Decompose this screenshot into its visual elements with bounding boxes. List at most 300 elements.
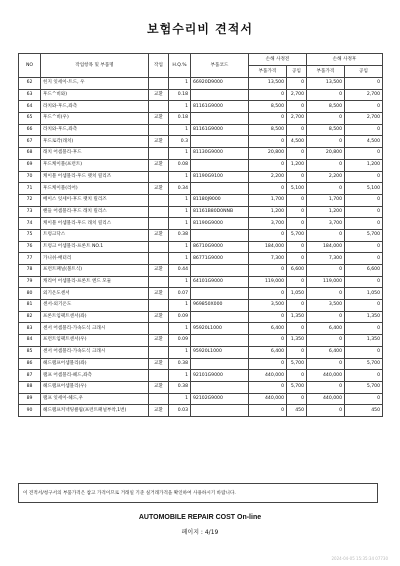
cell-part-code — [191, 159, 249, 171]
cell-part-name: 베이스 잇세이-후드 랫치 릴리즈 — [41, 194, 149, 206]
cell-part-code: 81161B80D0NNB — [191, 206, 249, 218]
cell-price-before: 184,000 — [249, 241, 287, 253]
cell-price-before: 6,400 — [249, 323, 287, 335]
cell-hq: 0.08 — [169, 159, 191, 171]
cell-labor-after: 0 — [345, 194, 383, 206]
cell-labor-after: 0 — [345, 346, 383, 358]
cell-work — [149, 300, 169, 312]
cell-part-code — [191, 288, 249, 300]
cell-part-name: 래치 어셈블리-후드 — [41, 148, 149, 160]
header-labor-after: 공임 — [345, 66, 383, 78]
cell-part-name: 핸들 어셈블리-후드 래치 릴리스 — [41, 206, 149, 218]
cell-labor-before: 0 — [287, 346, 307, 358]
cell-work: 교환 — [149, 381, 169, 393]
cell-work — [149, 241, 169, 253]
table-row — [19, 229, 383, 241]
cell-labor-before: 1,050 — [287, 288, 307, 300]
cell-no: 77 — [19, 253, 41, 265]
document-title: 보험수리비 견적서 — [147, 22, 253, 36]
table-body — [19, 78, 383, 417]
cell-work — [149, 78, 169, 90]
cell-part-code: 81190G9000 — [191, 218, 249, 230]
cell-labor-before: 0 — [287, 370, 307, 382]
table-row — [19, 218, 383, 230]
cell-hq: 1 — [169, 276, 191, 288]
cell-hq: 1 — [169, 393, 191, 405]
cell-part-code: 81130G9000 — [191, 148, 249, 160]
header-labor-before: 공임 — [287, 66, 307, 78]
cell-part-code: 92101G9000 — [191, 370, 249, 382]
cell-labor-after: 5,700 — [345, 358, 383, 370]
cell-hq: 0.18 — [169, 113, 191, 125]
header-name: 작업항목 및 부품명 — [41, 54, 149, 78]
cell-labor-after: 6,600 — [345, 265, 383, 277]
cell-price-after: 6,400 — [307, 346, 345, 358]
cell-price-before: 0 — [249, 358, 287, 370]
cell-labor-after: 5,100 — [345, 183, 383, 195]
cell-labor-before: 0 — [287, 206, 307, 218]
cell-no: 72 — [19, 194, 41, 206]
cell-labor-after: 0 — [345, 276, 383, 288]
print-timestamp: 2024-04-05 15:35:34 07730 — [331, 556, 388, 561]
cell-no: 64 — [19, 101, 41, 113]
cell-no: 79 — [19, 276, 41, 288]
cell-work — [149, 124, 169, 136]
cell-work — [149, 218, 169, 230]
cell-price-before: 3,700 — [249, 218, 287, 230]
cell-work — [149, 393, 169, 405]
header-price-after: 부품가격 — [307, 66, 345, 78]
cell-work: 교환 — [149, 229, 169, 241]
cell-work: 교환 — [149, 358, 169, 370]
cell-part-name: 케이블 어셈블리-후드 랫치 릴리즈 — [41, 171, 149, 183]
page-number: 페이지 : 4/19 — [181, 529, 219, 536]
cell-hq: 1 — [169, 78, 191, 90]
cell-labor-before: 5,700 — [287, 381, 307, 393]
table-row — [19, 265, 383, 277]
cell-part-name: 외기온도센서 — [41, 288, 149, 300]
cell-part-code: 95920L1000 — [191, 346, 249, 358]
cell-no: 63 — [19, 89, 41, 101]
table-row — [19, 183, 383, 195]
header-price-before: 부품가격 — [249, 66, 287, 78]
cell-labor-before: 5,700 — [287, 358, 307, 370]
cell-labor-before: 0 — [287, 253, 307, 265]
cell-part-code — [191, 265, 249, 277]
cell-part-code — [191, 381, 249, 393]
cell-part-code: 81180J9000 — [191, 194, 249, 206]
cell-price-after: 8,500 — [307, 101, 345, 113]
cell-work — [149, 253, 169, 265]
cell-part-name: 헤드램프커넥팅클립(프런트패널부착,1번) — [41, 405, 149, 417]
table-row — [19, 171, 383, 183]
cell-no: 83 — [19, 323, 41, 335]
table-row — [19, 206, 383, 218]
cell-labor-after: 0 — [345, 323, 383, 335]
cell-hq: 0.34 — [169, 183, 191, 195]
table-row — [19, 136, 383, 148]
cell-price-after: 0 — [307, 381, 345, 393]
cell-part-code: 66920D9000 — [191, 78, 249, 90]
cell-price-before: 1,200 — [249, 206, 287, 218]
cell-no: 68 — [19, 148, 41, 160]
cell-price-before: 0 — [249, 288, 287, 300]
cell-no: 67 — [19, 136, 41, 148]
cell-price-before: 0 — [249, 89, 287, 101]
cell-hq: 1 — [169, 323, 191, 335]
cell-price-after: 0 — [307, 335, 345, 347]
cell-price-after: 0 — [307, 229, 345, 241]
cell-labor-before: 450 — [287, 405, 307, 417]
cell-labor-after: 0 — [345, 393, 383, 405]
cell-hq: 1 — [169, 218, 191, 230]
cell-price-before: 6,400 — [249, 346, 287, 358]
cell-price-after: 0 — [307, 288, 345, 300]
table-row — [19, 253, 383, 265]
cell-hq: 0.38 — [169, 381, 191, 393]
cell-labor-after: 5,700 — [345, 381, 383, 393]
cell-no: 62 — [19, 78, 41, 90]
cell-price-after: 6,400 — [307, 323, 345, 335]
cell-price-before: 440,000 — [249, 393, 287, 405]
cell-labor-before: 0 — [287, 300, 307, 312]
cell-work — [149, 276, 169, 288]
cell-work: 교환 — [149, 335, 169, 347]
cell-labor-after: 2,700 — [345, 113, 383, 125]
cell-labor-after: 0 — [345, 124, 383, 136]
cell-part-code — [191, 113, 249, 125]
header-before: 손해 사정전 — [249, 54, 307, 66]
cell-no: 66 — [19, 124, 41, 136]
cell-price-before: 13,500 — [249, 78, 287, 90]
cell-price-after: 0 — [307, 358, 345, 370]
cell-hq: 1 — [169, 148, 191, 160]
cell-part-name: 램프 어셈블리-헤드,좌측 — [41, 370, 149, 382]
cell-part-code: 95920L1000 — [191, 323, 249, 335]
cell-part-code: 81190G9100 — [191, 171, 249, 183]
cell-price-after: 2,200 — [307, 171, 345, 183]
cell-part-name: 센서 어셈블리-가속도식 크래시 — [41, 346, 149, 358]
cell-no: 89 — [19, 393, 41, 405]
cell-labor-after: 0 — [345, 218, 383, 230]
cell-part-code: 969850X000 — [191, 300, 249, 312]
cell-part-name: 헤드램프어셈블리(좌) — [41, 358, 149, 370]
cell-part-code: 86710G9000 — [191, 241, 249, 253]
header-after: 손해 사정후 — [307, 54, 383, 66]
cell-no: 90 — [19, 405, 41, 417]
cell-labor-after: 1,350 — [345, 335, 383, 347]
cell-labor-after: 1,050 — [345, 288, 383, 300]
cell-hq: 1 — [169, 300, 191, 312]
cell-work: 교환 — [149, 265, 169, 277]
cell-work: 교환 — [149, 159, 169, 171]
cell-price-before: 0 — [249, 136, 287, 148]
cell-hq: 0.18 — [169, 89, 191, 101]
cell-work: 교환 — [149, 183, 169, 195]
cell-hq: 0.09 — [169, 311, 191, 323]
cell-part-code: 92102G9000 — [191, 393, 249, 405]
table-row — [19, 241, 383, 253]
cell-no: 85 — [19, 346, 41, 358]
cell-price-before: 1,700 — [249, 194, 287, 206]
cell-price-before: 3,500 — [249, 300, 287, 312]
cell-work — [149, 101, 169, 113]
cell-price-after: 0 — [307, 89, 345, 101]
table-row — [19, 288, 383, 300]
cell-labor-before: 0 — [287, 124, 307, 136]
cell-labor-after: 450 — [345, 405, 383, 417]
cell-part-code — [191, 358, 249, 370]
cell-part-code: 64101G9000 — [191, 276, 249, 288]
cell-work: 교환 — [149, 89, 169, 101]
cell-no: 84 — [19, 335, 41, 347]
cell-price-after: 119,000 — [307, 276, 345, 288]
cell-price-before: 0 — [249, 159, 287, 171]
table-row — [19, 113, 383, 125]
cell-part-code — [191, 89, 249, 101]
cell-part-code: 81161G9000 — [191, 101, 249, 113]
cell-work: 교환 — [149, 288, 169, 300]
cell-part-code — [191, 311, 249, 323]
cell-labor-after: 0 — [345, 253, 383, 265]
cell-price-after: 0 — [307, 183, 345, 195]
cell-price-after: 0 — [307, 136, 345, 148]
cell-part-name: 후드케이블(리어) — [41, 183, 149, 195]
cell-hq: 1 — [169, 370, 191, 382]
cell-price-after: 440,000 — [307, 393, 345, 405]
table-row — [19, 346, 383, 358]
cell-hq: 1 — [169, 241, 191, 253]
header-code: 부품코드 — [191, 54, 249, 78]
cell-work — [149, 370, 169, 382]
cell-price-after: 1,200 — [307, 206, 345, 218]
cell-part-name: 헤드램프어셈블리(우) — [41, 381, 149, 393]
cell-hq: 0.38 — [169, 358, 191, 370]
cell-price-after: 20,800 — [307, 148, 345, 160]
cell-price-before: 0 — [249, 183, 287, 195]
cell-labor-after: 0 — [345, 241, 383, 253]
table-row — [19, 89, 383, 101]
cell-price-after: 440,000 — [307, 370, 345, 382]
cell-labor-before: 0 — [287, 78, 307, 90]
table-row — [19, 405, 383, 417]
cell-work: 교환 — [149, 136, 169, 148]
cell-hq: 1 — [169, 124, 191, 136]
cell-labor-before: 0 — [287, 276, 307, 288]
table-row — [19, 276, 383, 288]
cell-labor-after: 0 — [345, 171, 383, 183]
cell-part-code — [191, 183, 249, 195]
cell-part-name: 캐리어 어셈블리-프론트 엔드 모듈 — [41, 276, 149, 288]
cell-price-before: 0 — [249, 265, 287, 277]
cell-labor-before: 0 — [287, 148, 307, 160]
cell-part-code: 86771G9000 — [191, 253, 249, 265]
cell-labor-before: 1,350 — [287, 335, 307, 347]
table-row — [19, 78, 383, 90]
cell-labor-before: 0 — [287, 241, 307, 253]
cell-no: 65 — [19, 113, 41, 125]
cell-labor-before: 0 — [287, 171, 307, 183]
cell-price-after: 0 — [307, 159, 345, 171]
cell-labor-after: 0 — [345, 78, 383, 90]
cell-labor-after: 0 — [345, 206, 383, 218]
cell-work — [149, 171, 169, 183]
cell-work: 교환 — [149, 405, 169, 417]
cell-part-name: 힌지 잇세이-트드, 우 — [41, 78, 149, 90]
table-row — [19, 381, 383, 393]
table-row — [19, 159, 383, 171]
table-row — [19, 323, 383, 335]
cell-no: 76 — [19, 241, 41, 253]
cell-labor-before: 1,200 — [287, 159, 307, 171]
table-row — [19, 124, 383, 136]
cell-no: 88 — [19, 381, 41, 393]
cell-no: 70 — [19, 171, 41, 183]
cell-work: 교환 — [149, 311, 169, 323]
cell-part-name: 트렁크닥스 — [41, 229, 149, 241]
cell-hq: 1 — [169, 253, 191, 265]
cell-hq: 0.03 — [169, 405, 191, 417]
cell-hq: 1 — [169, 346, 191, 358]
cell-price-after: 0 — [307, 265, 345, 277]
cell-labor-before: 0 — [287, 393, 307, 405]
cell-price-before: 0 — [249, 381, 287, 393]
cell-labor-before: 2,700 — [287, 89, 307, 101]
cell-labor-before: 2,700 — [287, 113, 307, 125]
header-work: 작업 — [149, 54, 169, 78]
cell-labor-before: 5,700 — [287, 229, 307, 241]
cell-price-after: 7,300 — [307, 253, 345, 265]
cell-part-code: 81161G9000 — [191, 124, 249, 136]
cell-no: 75 — [19, 229, 41, 241]
cell-price-before: 0 — [249, 311, 287, 323]
cell-no: 80 — [19, 288, 41, 300]
cell-price-before: 0 — [249, 229, 287, 241]
cell-hq: 0.38 — [169, 229, 191, 241]
cell-hq: 1 — [169, 194, 191, 206]
cell-part-name: 프런트임팩트센서(우) — [41, 335, 149, 347]
cell-price-after: 0 — [307, 113, 345, 125]
cell-no: 73 — [19, 206, 41, 218]
table-row — [19, 335, 383, 347]
cell-no: 69 — [19, 159, 41, 171]
table-row — [19, 311, 383, 323]
table-row — [19, 101, 383, 113]
cell-labor-before: 0 — [287, 323, 307, 335]
cell-no: 74 — [19, 218, 41, 230]
price-note: 이 견적서/청구서의 부품가격은 참고 가격이므로 거래일 기준 실거래가격을 확인하여 사용하시기 바랍니다. — [18, 483, 378, 503]
cell-price-after: 3,500 — [307, 300, 345, 312]
cell-work — [149, 206, 169, 218]
cell-price-after: 1,700 — [307, 194, 345, 206]
cell-price-after: 3,700 — [307, 218, 345, 230]
cell-no: 71 — [19, 183, 41, 195]
cell-work — [149, 323, 169, 335]
cell-price-before: 0 — [249, 405, 287, 417]
table-row — [19, 300, 383, 312]
cell-part-code — [191, 405, 249, 417]
cell-no: 87 — [19, 370, 41, 382]
cell-part-name: 트렁크 어셈블리-프론트 NO.1 — [41, 241, 149, 253]
cell-part-name: 후드로각(래치) — [41, 136, 149, 148]
cell-hq: 0.44 — [169, 265, 191, 277]
cell-part-code — [191, 136, 249, 148]
cell-part-name: 가니쉬-배터리 — [41, 253, 149, 265]
cell-part-name: 후드ᄉ비(우) — [41, 113, 149, 125]
cell-labor-after: 0 — [345, 101, 383, 113]
cell-part-name: 램프 잇세이-헤드,우 — [41, 393, 149, 405]
cell-price-after: 13,500 — [307, 78, 345, 90]
table-row — [19, 393, 383, 405]
table-row — [19, 370, 383, 382]
cell-price-before: 119,000 — [249, 276, 287, 288]
cell-part-name: 프런트패널(볼트식) — [41, 265, 149, 277]
cell-hq: 0.3 — [169, 136, 191, 148]
cell-labor-before: 1,350 — [287, 311, 307, 323]
cell-part-name: 라치와-후드,좌측 — [41, 101, 149, 113]
cell-hq: 0.09 — [169, 335, 191, 347]
cell-labor-before: 4,500 — [287, 136, 307, 148]
cell-no: 81 — [19, 300, 41, 312]
cell-hq: 1 — [169, 206, 191, 218]
cell-labor-after: 0 — [345, 148, 383, 160]
cell-part-code — [191, 335, 249, 347]
cell-no: 86 — [19, 358, 41, 370]
cell-hq: 1 — [169, 101, 191, 113]
cell-price-before: 7,300 — [249, 253, 287, 265]
cell-labor-after: 0 — [345, 370, 383, 382]
header-hq: H.Q.% — [169, 54, 191, 78]
cell-work: 교환 — [149, 113, 169, 125]
cell-price-before: 20,800 — [249, 148, 287, 160]
cell-price-before: 0 — [249, 113, 287, 125]
cell-labor-before: 5,100 — [287, 183, 307, 195]
cell-price-before: 2,200 — [249, 171, 287, 183]
cell-price-after: 184,000 — [307, 241, 345, 253]
cell-work — [149, 194, 169, 206]
cell-part-name: 센서 어셈블리-가속도식 크래시 — [41, 323, 149, 335]
cell-part-code — [191, 229, 249, 241]
cell-labor-after: 2,700 — [345, 89, 383, 101]
cell-no: 82 — [19, 311, 41, 323]
cell-hq: 0.07 — [169, 288, 191, 300]
cell-price-before: 0 — [249, 335, 287, 347]
cell-labor-after: 4,500 — [345, 136, 383, 148]
cell-labor-after: 5,700 — [345, 229, 383, 241]
cell-part-name: 후드ᄉ비와) — [41, 89, 149, 101]
cell-part-name: 프론트임팩트센서(좌) — [41, 311, 149, 323]
cell-part-name: 라치와-후드,좌측 — [41, 124, 149, 136]
cell-price-before: 8,500 — [249, 124, 287, 136]
table-row — [19, 358, 383, 370]
cell-price-after: 0 — [307, 311, 345, 323]
cell-labor-before: 6,600 — [287, 265, 307, 277]
cell-labor-before: 0 — [287, 194, 307, 206]
cell-price-before: 8,500 — [249, 101, 287, 113]
cell-labor-before: 0 — [287, 218, 307, 230]
cell-part-name: 센서-외기온도 — [41, 300, 149, 312]
table-row — [19, 194, 383, 206]
footer-brand: AUTOMOBILE REPAIR COST On-line — [138, 514, 262, 521]
cell-labor-before: 0 — [287, 101, 307, 113]
cell-part-name: 후드케이블(프런트) — [41, 159, 149, 171]
cell-work — [149, 148, 169, 160]
cell-price-after: 8,500 — [307, 124, 345, 136]
cell-price-before: 440,000 — [249, 370, 287, 382]
cell-no: 78 — [19, 265, 41, 277]
cell-hq: 1 — [169, 171, 191, 183]
table-row — [19, 148, 383, 160]
